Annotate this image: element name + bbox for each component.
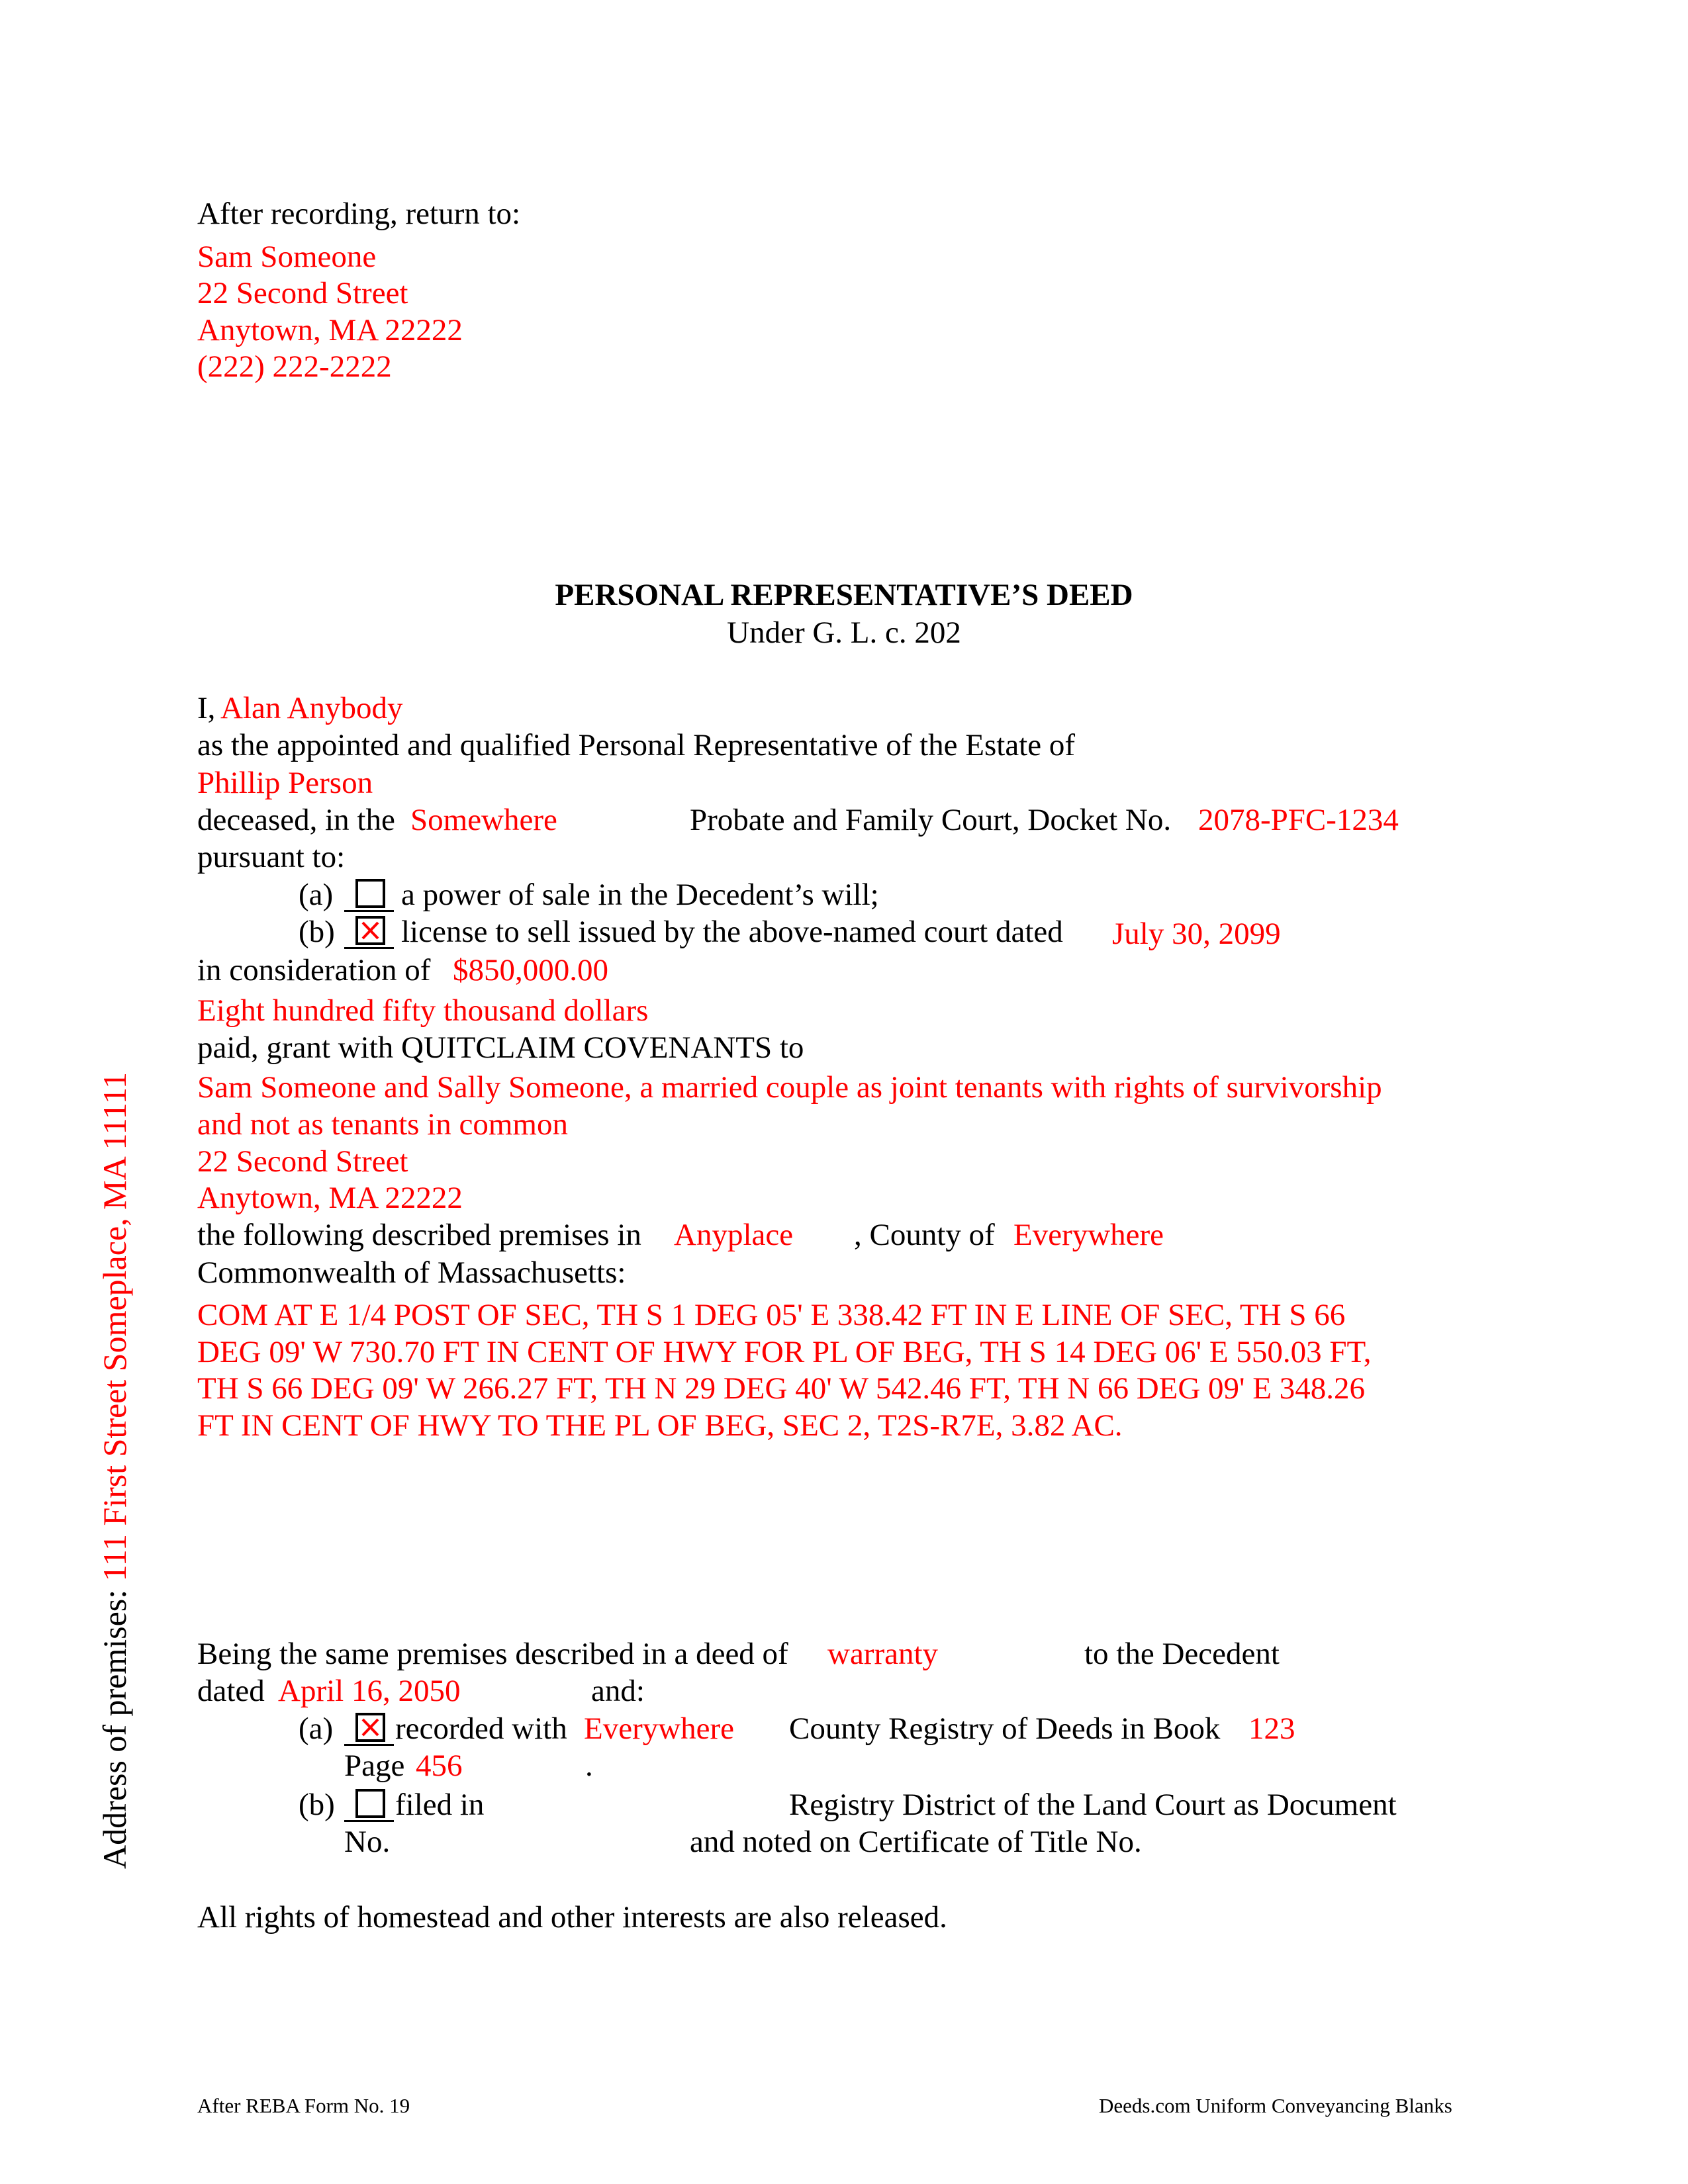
land-court-label: Registry District of the Land Court as Document bbox=[789, 1788, 1397, 1822]
option-b-label: (b) bbox=[299, 915, 335, 949]
premises-label: the following described premises in bbox=[197, 1218, 641, 1252]
court-name[interactable]: Somewhere bbox=[410, 803, 557, 837]
grantee-street[interactable]: 22 Second Street bbox=[197, 1144, 408, 1179]
consideration-amount[interactable]: $850,000.00 bbox=[453, 953, 608, 987]
court-label: Probate and Family Court, Docket No. bbox=[690, 803, 1172, 837]
premises-county[interactable]: Everywhere bbox=[1013, 1218, 1164, 1252]
county-label: , County of bbox=[854, 1218, 995, 1252]
option-a-label: (a) bbox=[299, 878, 334, 912]
dated-label: dated bbox=[197, 1674, 265, 1708]
grantee-line-1[interactable]: Sam Someone and Sally Someone, a married couple as joint tenants with rights of survivorship bbox=[197, 1070, 1382, 1105]
certificate-label: and noted on Certificate of Title No. bbox=[690, 1825, 1142, 1859]
grant-label: paid, grant with QUITCLAIM COVENANTS to bbox=[197, 1030, 804, 1065]
representative-text: as the appointed and qualified Personal Representative of the Estate of bbox=[197, 728, 1076, 762]
footer-right: Deeds.com Uniform Conveyancing Blanks bbox=[1099, 2094, 1452, 2117]
option-b-underline bbox=[344, 947, 394, 949]
book-number[interactable]: 123 bbox=[1248, 1711, 1295, 1746]
commonwealth-label: Commonwealth of Massachusetts: bbox=[197, 1255, 626, 1290]
page-label: Page bbox=[344, 1749, 405, 1783]
grantee-line-2[interactable]: and not as tenants in common bbox=[197, 1107, 568, 1142]
return-phone[interactable]: (222) 222-2222 bbox=[197, 349, 392, 384]
legal-description-line[interactable]: FT IN CENT OF HWY TO THE PL OF BEG, SEC 2, T2S-R7E, 3.82 AC. bbox=[197, 1408, 1123, 1443]
recorded-option-label: (a) bbox=[299, 1711, 334, 1746]
footer-left: After REBA Form No. 19 bbox=[197, 2094, 410, 2117]
page-period: . bbox=[585, 1749, 593, 1783]
prior-deed-label: Being the same premises described in a deed of bbox=[197, 1637, 788, 1671]
check-x-icon bbox=[358, 919, 383, 942]
filed-option-label: (b) bbox=[299, 1788, 335, 1822]
document-subtitle: Under G. L. c. 202 bbox=[727, 615, 961, 650]
document-title: PERSONAL REPRESENTATIVE’S DEED bbox=[555, 578, 1133, 612]
pursuant-label: pursuant to: bbox=[197, 840, 346, 874]
return-name[interactable]: Sam Someone bbox=[197, 240, 377, 274]
option-b-text: license to sell issued by the above-named court dated bbox=[401, 915, 1063, 949]
recorded-checkbox[interactable] bbox=[355, 1713, 385, 1742]
prior-deed-date[interactable]: April 16, 2050 bbox=[278, 1674, 461, 1708]
docket-number[interactable]: 2078-PFC-1234 bbox=[1198, 803, 1399, 837]
homestead-release: All rights of homestead and other interests are also released. bbox=[197, 1900, 947, 1934]
decedent-name[interactable]: Phillip Person bbox=[197, 766, 373, 800]
option-b-checkbox[interactable] bbox=[355, 916, 385, 945]
consideration-label: in consideration of bbox=[197, 953, 431, 987]
check-x-icon bbox=[358, 1715, 383, 1739]
option-a-underline bbox=[344, 910, 394, 912]
grantee-city[interactable]: Anytown, MA 22222 bbox=[197, 1181, 463, 1215]
return-heading: After recording, return to: bbox=[197, 197, 521, 231]
recorded-registry[interactable]: Everywhere bbox=[584, 1711, 735, 1746]
recorded-option-underline bbox=[344, 1744, 394, 1746]
legal-description-line[interactable]: TH S 66 DEG 09' W 266.27 FT, TH N 29 DEG 40' W 542.46 FT, TH N 66 DEG 09' E 348.26 bbox=[197, 1371, 1365, 1406]
page-number[interactable]: 456 bbox=[416, 1749, 463, 1783]
recorded-with-label: recorded with bbox=[395, 1711, 567, 1746]
grantor-prefix: I, bbox=[197, 691, 216, 725]
and-label: and: bbox=[591, 1674, 645, 1708]
return-street[interactable]: 22 Second Street bbox=[197, 276, 408, 310]
license-date[interactable]: July 30, 2099 bbox=[1112, 917, 1281, 951]
filed-in-label: filed in bbox=[395, 1788, 485, 1822]
side-address-label: Address of premises: bbox=[96, 1589, 133, 1869]
registry-book-label: County Registry of Deeds in Book bbox=[789, 1711, 1221, 1746]
side-address-value[interactable]: 111 First Street Someplace, MA 11111 bbox=[96, 1071, 133, 1582]
grantor-name[interactable]: Alan Anybody bbox=[220, 691, 403, 725]
return-city[interactable]: Anytown, MA 22222 bbox=[197, 313, 463, 347]
option-a-checkbox[interactable] bbox=[355, 879, 385, 908]
premises-town[interactable]: Anyplace bbox=[674, 1218, 794, 1252]
to-decedent-label: to the Decedent bbox=[1084, 1637, 1280, 1671]
side-address bbox=[98, 1072, 131, 1869]
legal-description-line[interactable]: COM AT E 1/4 POST OF SEC, TH S 1 DEG 05' E 338.42 FT IN E LINE OF SEC, TH S 66 bbox=[197, 1298, 1346, 1332]
legal-description-line[interactable]: DEG 09' W 730.70 FT IN CENT OF HWY FOR PL OF BEG, TH S 14 DEG 06' E 550.03 FT, bbox=[197, 1335, 1372, 1369]
consideration-words[interactable]: Eight hundred fifty thousand dollars bbox=[197, 993, 649, 1028]
filed-option-underline bbox=[344, 1820, 394, 1822]
document-no-label: No. bbox=[344, 1825, 391, 1859]
deceased-label: deceased, in the bbox=[197, 803, 395, 837]
filed-checkbox[interactable] bbox=[355, 1789, 385, 1818]
option-a-text: a power of sale in the Decedent’s will; bbox=[401, 878, 879, 912]
prior-deed-type[interactable]: warranty bbox=[827, 1637, 939, 1671]
